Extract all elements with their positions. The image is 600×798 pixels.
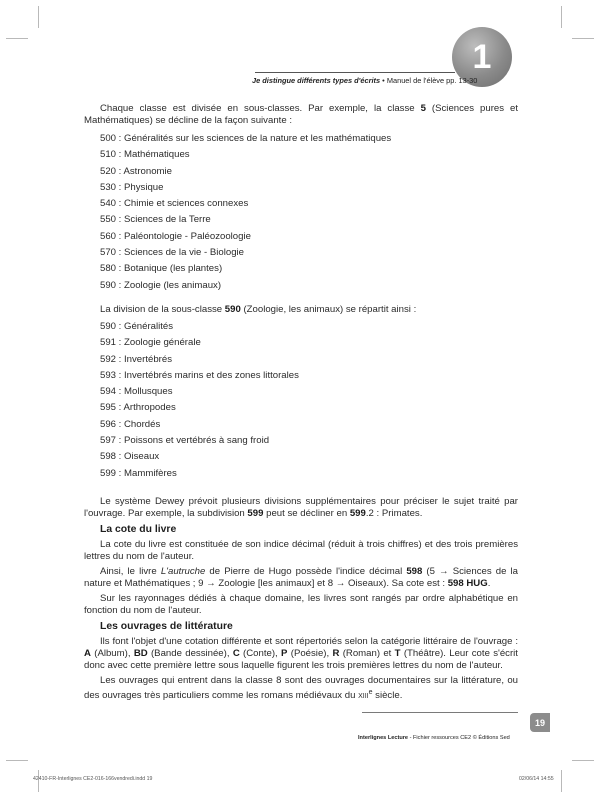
list-item: 520 : Astronomie [100, 165, 172, 177]
list-item: 592 : Invertébrés [100, 353, 172, 365]
list-item: 590 : Généralités [100, 320, 174, 332]
chapter-number: 1 [472, 38, 492, 76]
list-item: 596 : Chordés [100, 418, 161, 430]
list-item: 590 : Zoologie (les animaux) [100, 279, 222, 291]
crop-mark [38, 6, 39, 28]
list-item: 591 : Zoologie générale [100, 337, 201, 349]
section-heading-litterature: Les ouvrages de littérature [100, 620, 233, 632]
print-slug-date: 02/06/14 14:55 [519, 776, 554, 782]
list-item: 510 : Mathématiques [100, 149, 190, 161]
footer-credit: Interlignes Lecture - Fichier ressources CE2 © Éditions Sed [358, 735, 510, 741]
list-item: 560 : Paléontologie - Paléozoologie [100, 230, 251, 242]
division-paragraph: La division de la sous-classe 590 (Zoologie, les animaux) se répartit ainsi : [100, 303, 417, 315]
cote-paragraph-1: La cote du livre est constituée de son indice décimal (réduit à trois chiffres) et des trois premières lettres du nom de l'auteur. [84, 538, 518, 562]
header-reference: • Manuel de l'élève pp. 13-30 [380, 76, 478, 85]
list-item: 540 : Chimie et sciences connexes [100, 198, 249, 210]
page-number: 19 [530, 713, 550, 732]
dewey-paragraph: Le système Dewey prévoit plusieurs divisions supplémentaires pour préciser le sujet traité par l'ouvrage. Par exemple, la subdivision 599 peut se décliner en 599.2 : Primates. [84, 495, 518, 519]
list-item: 580 : Botanique (les plantes) [100, 263, 223, 275]
header-rule [255, 72, 455, 73]
list-item: 595 : Arthropodes [100, 402, 176, 414]
footer-rule [362, 712, 518, 713]
cote-paragraph-2: Ainsi, le livre L'autruche de Pierre de Hugo possède l'indice décimal 598 (5 → Sciences de la nature et Mathématiques ; 9 → Zoologie [les animaux] et 8 → Oiseaux). Sa cote est : 598 HUG. [84, 565, 518, 589]
list-item: 599 : Mammifères [100, 467, 177, 479]
page-content [84, 103, 518, 706]
crop-mark [572, 760, 594, 761]
list-item: 530 : Physique [100, 181, 164, 193]
intro-paragraph: Chaque classe est divisée en sous-classes. Par exemple, la classe 5 (Sciences pures et Mathématiques) se décline de la façon suivante : [84, 103, 519, 126]
section-heading-cote: La cote du livre [100, 523, 177, 535]
crop-mark [561, 6, 562, 28]
crop-mark [6, 760, 28, 761]
list-item: 570 : Sciences de la vie - Biologie [100, 247, 244, 259]
list-item: 597 : Poissons et vertébrés à sang froid [100, 435, 270, 447]
cote-paragraph-3: Sur les rayonnages dédiés à chaque domaine, les livres sont rangés par ordre alphabétique en fonction du nom de l'auteur. [84, 592, 518, 616]
class-590-list [84, 319, 518, 482]
litt-paragraph-2: Les ouvrages qui entrent dans la classe 8 sont des ouvrages documentaires sur la littérature, ou des ouvrages très particuliers comme les romans médiévaux du XIIIe siècle. [84, 674, 518, 702]
list-item: 598 : Oiseaux [100, 451, 160, 463]
list-item: 550 : Sciences de la Terre [100, 214, 211, 226]
list-item: 594 : Mollusques [100, 386, 173, 398]
running-header [252, 76, 477, 85]
litt-paragraph-1: Ils font l'objet d'une cotation différente et sont répertoriés selon la catégorie littéraire de l'ouvrage : A (Album), BD (Bande dessinée), C (Conte), P (Poésie), R (Roman) et T (Théâtre). Leur cote s'écrit donc avec cette première lettre sous laquelle figurent les trois premières lettres du nom de l'auteur. [84, 635, 518, 671]
list-item: 500 : Généralités sur les sciences de la nature et les mathématiques [100, 133, 392, 144]
crop-mark [6, 38, 28, 39]
header-title: Je distingue différents types d'écrits [252, 76, 381, 85]
list-item: 593 : Invertébrés marins et des zones littorales [100, 369, 299, 381]
class-500-list [84, 131, 518, 294]
crop-mark [561, 770, 562, 792]
crop-mark [572, 38, 594, 39]
print-slug-file: 42410-FR-Interlignes CE2-016-166vendredi.indd 19 [33, 776, 153, 782]
